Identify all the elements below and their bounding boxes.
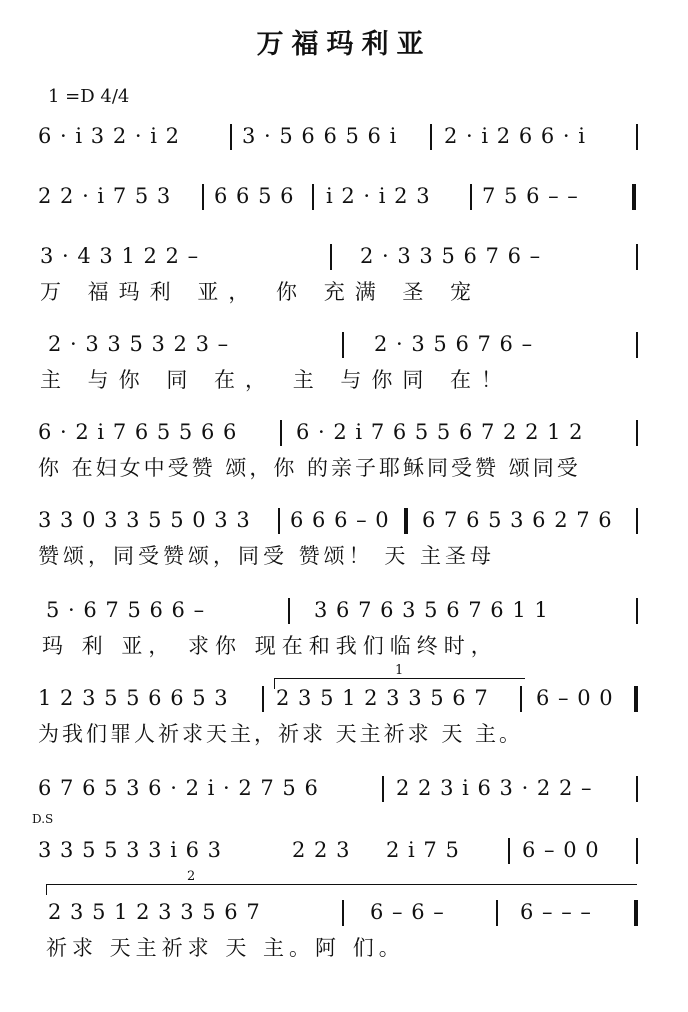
measure: 7 5 6 – – xyxy=(482,184,579,208)
lyrics-line: 你 在妇女中受赞 颂，你 的亲子耶稣同受赞 颂同受 xyxy=(38,456,581,480)
measure: 6 – 6 – xyxy=(370,900,445,924)
barline xyxy=(202,184,204,210)
lyrics-line: 万 福玛利 亚， 你 充满 圣 宠 xyxy=(40,280,482,304)
score-row-5 xyxy=(30,420,660,486)
lyrics-line: 赞颂，同受赞颂，同受 赞颂！ 天 主圣母 xyxy=(38,544,496,568)
measure: 2 2 · i 7 5 3 xyxy=(38,184,172,208)
score-row-11 xyxy=(30,869,660,966)
barline xyxy=(278,508,280,534)
measure: 6 · 2 i 7 6 5 5 6 7 2 2 1 2 xyxy=(296,420,584,444)
ds-marking: D.S xyxy=(32,812,54,826)
measure: 3 3 0 3 3 5 5 0 3 3 xyxy=(38,508,251,532)
measure: 6 6 6 – 0 xyxy=(290,508,390,532)
barline xyxy=(636,508,638,534)
repeat-start-barline xyxy=(404,508,408,534)
measure: 2 · 3 3 5 3 2 3 – xyxy=(48,332,230,356)
lyrics-line: 祈求 天主祈求 天 主。阿 们。 xyxy=(46,936,405,960)
score-row-10 xyxy=(30,838,660,868)
barline xyxy=(312,184,314,210)
measure: 2 · 3 3 5 6 7 6 – xyxy=(360,244,542,268)
measure: 2 · 3 5 6 7 6 – xyxy=(374,332,534,356)
measure: 5 · 6 7 5 6 6 – xyxy=(46,598,206,622)
double-barline xyxy=(632,184,636,210)
barline xyxy=(288,598,290,624)
barline xyxy=(342,332,344,358)
barline xyxy=(636,598,638,624)
score-row-6 xyxy=(30,508,660,574)
barline xyxy=(636,244,638,270)
measure: 6 · i 3 2 · i 2 xyxy=(38,124,180,148)
repeat-end-barline xyxy=(634,686,638,712)
final-barline xyxy=(634,900,638,926)
song-title: 万福玛利亚 xyxy=(256,29,432,60)
barline xyxy=(430,124,432,150)
measure: 3 6 7 6 3 5 6 7 6 1 1 xyxy=(314,598,549,622)
lyrics-line: 主 与你 同 在， 主 与你同 在！ xyxy=(40,368,513,392)
barline xyxy=(496,900,498,926)
lyrics-line: 为我们罪人祈求天主，祈求 天主祈求 天 主。 xyxy=(38,722,524,746)
barline xyxy=(470,184,472,210)
score-row-8 xyxy=(30,663,660,752)
barline xyxy=(636,420,638,446)
barline xyxy=(520,686,522,712)
measure: 3 · 4 3 1 2 2 – xyxy=(40,244,200,268)
measure: 1 2 3 5 5 6 6 5 3 xyxy=(38,686,229,710)
lyrics-line: 玛 利 亚， 求你 现在和我们临终时， xyxy=(42,634,498,658)
score-row-3 xyxy=(30,244,660,310)
measure: 2 · i 2 6 6 · i xyxy=(444,124,586,148)
barline xyxy=(636,332,638,358)
barline xyxy=(636,776,638,802)
measure: i 2 · i 2 3 xyxy=(326,184,431,208)
measure: 6 – 0 0 xyxy=(536,686,614,710)
key-signature: 1 =D 4/4 xyxy=(48,86,130,107)
measure: 6 – 0 0 xyxy=(522,838,600,862)
score-row-9 xyxy=(30,776,660,826)
barline xyxy=(508,838,510,864)
score-row-1 xyxy=(30,124,660,154)
measure: 2 2 3 i 6 3 · 2 2 – xyxy=(396,776,593,800)
measure: 3 3 5 5 3 3 i 6 3 xyxy=(38,838,223,862)
barline xyxy=(262,686,264,712)
volta-bracket-1: 1 xyxy=(274,678,525,689)
measure: 6 7 6 5 3 6 · 2 i · 2 7 5 6 xyxy=(38,776,319,800)
barline xyxy=(230,124,232,150)
measure: 2 3 5 1 2 3 3 5 6 7 xyxy=(48,900,261,924)
barline xyxy=(636,124,638,150)
measure: 3 · 5 6 6 5 6 i xyxy=(242,124,398,148)
score-row-4 xyxy=(30,332,660,398)
barline xyxy=(342,900,344,926)
measure: 2 3 5 1 2 3 3 5 6 7 xyxy=(276,686,489,710)
volta-bracket-2: 2 xyxy=(46,884,637,895)
barline xyxy=(636,838,638,864)
score-row-7 xyxy=(30,598,660,664)
measure: 6 6 5 6 xyxy=(214,184,295,208)
measure: 2 2 3 xyxy=(292,838,351,862)
barline xyxy=(280,420,282,446)
barline xyxy=(382,776,384,802)
measure: 2 i 7 5 xyxy=(386,838,460,862)
measure: 6 – – – xyxy=(520,900,592,924)
score-row-2 xyxy=(30,184,660,214)
barline xyxy=(330,244,332,270)
measure: 6 · 2 i 7 6 5 5 6 6 xyxy=(38,420,238,444)
measure: 6 7 6 5 3 6 2 7 6 xyxy=(422,508,613,532)
